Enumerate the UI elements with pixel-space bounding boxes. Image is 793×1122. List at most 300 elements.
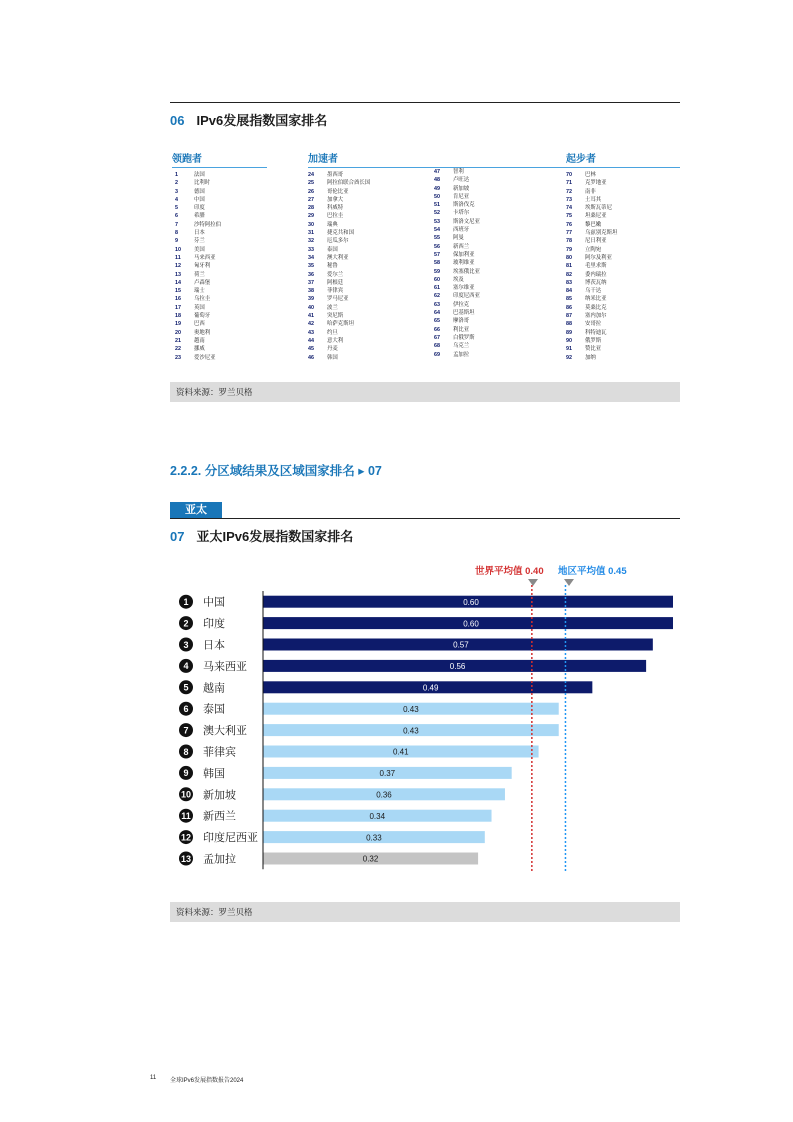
rank-number: 38 xyxy=(308,288,314,295)
rank-number: 33 xyxy=(308,246,314,253)
rank-badge-number: 10 xyxy=(180,789,192,800)
rank-number: 11 xyxy=(175,254,181,261)
rank-row xyxy=(434,326,480,334)
rank-number: 91 xyxy=(566,346,572,353)
rank-country: 伊拉克 xyxy=(453,301,470,308)
rank-column xyxy=(434,150,480,359)
rank-country: 利比亚 xyxy=(453,326,470,333)
rank-badge-number: 1 xyxy=(183,597,189,607)
rank-number: 64 xyxy=(434,310,440,317)
rank-country: 希腊 xyxy=(194,213,205,220)
rank-country: 泰国 xyxy=(327,246,338,253)
rank-number: 25 xyxy=(308,180,314,187)
rank-row xyxy=(566,329,680,337)
rank-row xyxy=(175,271,267,279)
category-label: 印度 xyxy=(203,617,225,631)
rank-country: 智利 xyxy=(453,169,464,175)
rank-country: 阿根廷 xyxy=(327,279,344,286)
rank-number: 42 xyxy=(308,321,314,328)
rank-number: 66 xyxy=(434,326,440,333)
rank-row xyxy=(175,304,267,312)
rank-row xyxy=(566,304,680,312)
rank-country: 新加坡 xyxy=(453,185,470,192)
footer-title: 全球IPv6发展指数报告2024 xyxy=(170,1078,244,1084)
rank-number: 30 xyxy=(308,221,314,228)
rank-country: 葡萄牙 xyxy=(194,313,211,320)
data-label: 0.32 xyxy=(362,854,379,864)
rank-number: 32 xyxy=(308,238,314,245)
rank-country: 罗马尼亚 xyxy=(327,296,349,303)
rank-country: 赞比亚 xyxy=(585,346,602,353)
category-label: 印度尼西亚 xyxy=(203,831,258,845)
rank-row xyxy=(434,276,480,284)
rank-badge-number: 3 xyxy=(183,639,189,650)
rank-number: 77 xyxy=(566,230,572,237)
rank-row xyxy=(175,204,267,212)
rank-row xyxy=(175,337,267,345)
data-label: 0.60 xyxy=(463,619,479,629)
rank-row xyxy=(566,312,680,320)
rank-row xyxy=(434,168,480,176)
rank-row xyxy=(175,320,267,328)
rank-country: 印度尼西亚 xyxy=(453,293,480,300)
category-label: 孟加拉 xyxy=(203,852,236,866)
rank-badge-number: 5 xyxy=(183,682,189,693)
rank-number: 47 xyxy=(434,169,440,175)
rank-country: 约旦 xyxy=(327,329,338,336)
rank-number: 73 xyxy=(566,196,572,203)
rank-country: 土耳其 xyxy=(585,196,602,203)
category-label: 马来西亚 xyxy=(203,659,247,673)
rank-number: 68 xyxy=(434,343,440,350)
apac-ranking-chart xyxy=(170,585,680,875)
rank-row xyxy=(434,251,480,259)
rank-number: 51 xyxy=(434,202,440,209)
rank-row xyxy=(434,284,480,292)
rank-country: 印度 xyxy=(194,205,205,212)
rank-country: 乌干达 xyxy=(585,288,602,295)
rank-country: 埃及 xyxy=(453,276,464,283)
rank-row xyxy=(566,212,680,220)
rank-column xyxy=(172,150,267,362)
rank-country: 玻利维亚 xyxy=(453,260,475,267)
rank-number: 75 xyxy=(566,213,572,220)
rank-row xyxy=(566,254,680,262)
rank-row xyxy=(175,229,267,237)
rank-number: 16 xyxy=(175,296,181,303)
rank-number: 36 xyxy=(308,271,314,278)
region-rule xyxy=(170,518,680,519)
data-label: 0.43 xyxy=(403,726,419,736)
rank-number: 52 xyxy=(434,210,440,217)
rank-number: 74 xyxy=(566,205,572,212)
rank-row xyxy=(566,237,680,245)
source-note-07: 资料来源：罗兰贝格 xyxy=(170,902,680,922)
rank-number: 57 xyxy=(434,251,440,258)
rank-row xyxy=(566,279,680,287)
rank-number: 14 xyxy=(175,279,181,286)
rank-row xyxy=(434,351,480,359)
rank-badge-number: 4 xyxy=(183,661,189,672)
rank-country: 瑞典 xyxy=(327,221,338,228)
rank-country: 法国 xyxy=(194,172,205,178)
section-06-number: 06 xyxy=(170,113,185,128)
subsection-heading: 2.2.2. 分区域结果及区域国家排名 ▸ 07 xyxy=(170,464,382,478)
rank-number: 41 xyxy=(308,313,314,320)
source-note-06: 资料来源：罗兰贝格 xyxy=(170,382,680,402)
rank-badge-number: 2 xyxy=(183,618,189,629)
rank-number: 88 xyxy=(566,321,572,328)
rank-row xyxy=(566,204,680,212)
rank-country: 俄罗斯 xyxy=(585,337,602,344)
rank-badge-number: 6 xyxy=(183,704,189,714)
rank-number: 9 xyxy=(175,238,178,245)
rank-row xyxy=(434,268,480,276)
rank-country: 乌克兰 xyxy=(453,343,470,350)
rank-number: 5 xyxy=(175,205,178,212)
rank-country: 斯洛伐克 xyxy=(453,202,475,209)
rank-row xyxy=(175,246,267,254)
rank-number: 63 xyxy=(434,301,440,308)
rank-number: 58 xyxy=(434,260,440,267)
rank-country: 墨西哥 xyxy=(327,172,344,178)
rank-row xyxy=(566,320,680,328)
rank-number: 20 xyxy=(175,329,181,336)
rank-country: 韩国 xyxy=(327,354,338,361)
rank-country: 保加利亚 xyxy=(453,251,475,258)
rank-country: 莫桑比克 xyxy=(585,304,607,311)
rank-number: 80 xyxy=(566,254,572,261)
rank-number: 84 xyxy=(566,288,572,295)
rank-badge-number: 12 xyxy=(180,832,192,843)
rank-number: 2 xyxy=(175,180,178,187)
rank-number: 79 xyxy=(566,246,572,253)
rank-row xyxy=(434,301,480,309)
rank-country: 博茨瓦纳 xyxy=(585,279,607,286)
rank-row xyxy=(175,329,267,337)
rank-number: 10 xyxy=(175,246,181,253)
rank-number: 56 xyxy=(434,243,440,250)
rank-number: 24 xyxy=(308,172,314,178)
rank-number: 70 xyxy=(566,172,572,178)
rank-country: 日本 xyxy=(194,230,205,237)
rank-column-heading xyxy=(434,150,480,165)
rank-column-heading: 领跑者 xyxy=(172,150,267,168)
rank-country: 卡塔尔 xyxy=(453,210,470,217)
rank-row xyxy=(175,279,267,287)
rank-country: 巴林 xyxy=(585,172,596,178)
rank-country: 秘鲁 xyxy=(327,263,338,270)
rank-row xyxy=(566,179,680,187)
data-label: 0.60 xyxy=(463,597,479,607)
rank-number: 86 xyxy=(566,304,572,311)
rank-row xyxy=(566,229,680,237)
rank-country: 南非 xyxy=(585,188,596,195)
rank-badge-number: 11 xyxy=(181,811,191,821)
rank-row xyxy=(434,234,480,242)
rank-row xyxy=(566,171,680,179)
rank-country: 肯尼亚 xyxy=(453,193,470,200)
category-label: 中国 xyxy=(203,595,225,609)
data-label: 0.56 xyxy=(449,662,466,672)
rank-row xyxy=(175,262,267,270)
rank-country: 澳大利亚 xyxy=(327,254,349,261)
rank-row xyxy=(434,201,480,209)
rank-country: 丹麦 xyxy=(327,346,338,353)
page-number: 11 xyxy=(150,1075,157,1081)
rank-country: 挪威 xyxy=(194,346,205,353)
rank-country: 美国 xyxy=(194,246,205,253)
rank-number: 34 xyxy=(308,254,314,261)
rank-row xyxy=(566,262,680,270)
category-label: 泰国 xyxy=(203,702,225,716)
rank-country: 乌拉圭 xyxy=(194,296,211,303)
rank-country: 西班牙 xyxy=(453,227,470,234)
category-label: 澳大利亚 xyxy=(203,724,247,738)
category-label: 新西兰 xyxy=(203,809,236,823)
section-07-title xyxy=(170,526,353,545)
rank-number: 55 xyxy=(434,235,440,242)
rank-country: 荷兰 xyxy=(194,271,205,278)
rank-number: 7 xyxy=(175,221,178,228)
section-07-heading: 亚太IPv6发展指数国家排名 xyxy=(196,529,354,544)
rank-country: 突尼斯 xyxy=(327,313,344,320)
rank-country: 纳米比亚 xyxy=(585,296,607,303)
rank-row xyxy=(175,287,267,295)
rank-number: 65 xyxy=(434,318,440,325)
rank-row xyxy=(175,221,267,229)
rank-badge-number: 9 xyxy=(183,768,189,779)
rank-number: 87 xyxy=(566,313,572,320)
category-label: 菲律宾 xyxy=(203,745,236,759)
rank-row xyxy=(175,295,267,303)
rank-country: 中国 xyxy=(194,196,205,203)
rank-row xyxy=(434,209,480,217)
rank-country: 安哥拉 xyxy=(585,321,602,328)
rank-country: 巴拉圭 xyxy=(327,213,344,220)
category-label: 新加坡 xyxy=(203,788,236,802)
rank-row xyxy=(175,171,267,179)
rank-number: 59 xyxy=(434,268,440,275)
rank-number: 43 xyxy=(308,329,314,336)
rank-country: 菲律宾 xyxy=(327,288,344,295)
rank-number: 49 xyxy=(434,185,440,192)
rank-row xyxy=(434,243,480,251)
rank-country: 委内瑞拉 xyxy=(585,271,607,278)
rank-row xyxy=(566,287,680,295)
rank-country: 立陶宛 xyxy=(585,246,602,253)
data-label: 0.49 xyxy=(422,683,439,693)
rank-row xyxy=(566,295,680,303)
rank-row xyxy=(566,221,680,229)
rank-column xyxy=(566,150,680,362)
rank-number: 22 xyxy=(175,346,181,353)
category-label: 日本 xyxy=(203,638,225,652)
rank-country: 厄瓜多尔 xyxy=(327,238,349,245)
world-average-label: 世界平均值 0.40 xyxy=(475,566,544,577)
rank-country: 意大利 xyxy=(327,337,344,344)
rank-country: 斯洛文尼亚 xyxy=(453,218,480,225)
rank-number: 82 xyxy=(566,271,572,278)
rank-row xyxy=(566,271,680,279)
rank-number: 39 xyxy=(308,296,314,303)
rank-number: 89 xyxy=(566,329,572,336)
rank-number: 29 xyxy=(308,213,314,220)
rank-country: 新西兰 xyxy=(453,243,470,250)
rank-row xyxy=(175,196,267,204)
rank-country: 埃塞俄比亚 xyxy=(453,268,480,275)
rank-number: 81 xyxy=(566,263,572,270)
rank-row xyxy=(566,196,680,204)
top-rule xyxy=(170,102,680,103)
rank-row xyxy=(175,312,267,320)
rank-row xyxy=(175,212,267,220)
rank-row xyxy=(434,218,480,226)
rank-country: 塞尔维亚 xyxy=(453,285,475,292)
rank-row xyxy=(434,317,480,325)
rank-number: 67 xyxy=(434,334,440,341)
rank-number: 19 xyxy=(175,321,181,328)
rank-country: 瑞士 xyxy=(194,288,205,295)
rank-column-heading: 加速者 xyxy=(308,150,566,168)
rank-row xyxy=(566,337,680,345)
rank-number: 44 xyxy=(308,337,314,344)
rank-country: 芬兰 xyxy=(194,238,205,245)
rank-country: 加纳 xyxy=(585,354,596,361)
rank-number: 46 xyxy=(308,354,314,361)
category-label: 越南 xyxy=(203,681,225,695)
rank-number: 48 xyxy=(434,177,440,184)
rank-number: 62 xyxy=(434,293,440,300)
rank-number: 45 xyxy=(308,346,314,353)
rank-badge-number: 13 xyxy=(180,853,192,864)
rank-country: 阿拉伯联合酋长国 xyxy=(327,180,371,187)
rank-row xyxy=(175,188,267,196)
data-label: 0.34 xyxy=(369,811,386,821)
rank-country: 卢旺达 xyxy=(453,177,470,184)
rank-country: 哈萨克斯坦 xyxy=(327,321,354,328)
region-average-label: 地区平均值 0.45 xyxy=(558,566,627,577)
data-label: 0.43 xyxy=(403,704,419,714)
rank-country: 科威特 xyxy=(327,205,344,212)
rank-country: 孟加拉 xyxy=(453,351,470,358)
rank-badge-number: 7 xyxy=(183,725,189,736)
rank-row xyxy=(175,345,267,353)
rank-number: 92 xyxy=(566,354,572,361)
rank-number: 54 xyxy=(434,227,440,234)
rank-country: 尼日利亚 xyxy=(585,238,607,245)
rank-country: 卢森堡 xyxy=(194,279,211,286)
rank-country: 巴基斯坦 xyxy=(453,310,475,317)
rank-row xyxy=(434,309,480,317)
data-label: 0.37 xyxy=(379,769,396,779)
rank-number: 21 xyxy=(175,337,181,344)
rank-number: 76 xyxy=(566,221,572,228)
rank-row xyxy=(566,354,680,362)
rank-number: 18 xyxy=(175,313,181,320)
rank-number: 53 xyxy=(434,218,440,225)
data-label: 0.36 xyxy=(376,790,392,800)
rank-number: 35 xyxy=(308,263,314,270)
rank-number: 69 xyxy=(434,351,440,358)
rank-country: 匈牙利 xyxy=(194,263,211,270)
rank-number: 6 xyxy=(175,213,178,220)
rank-country: 英国 xyxy=(194,304,205,311)
rank-country: 乌兹别克斯坦 xyxy=(585,230,618,237)
rank-country: 黎巴嫩 xyxy=(585,221,602,228)
rank-number: 26 xyxy=(308,188,314,195)
rank-row xyxy=(175,237,267,245)
rank-country: 毛里求斯 xyxy=(585,263,607,270)
rank-number: 83 xyxy=(566,279,572,286)
rank-number: 85 xyxy=(566,296,572,303)
rank-number: 31 xyxy=(308,230,314,237)
rank-number: 12 xyxy=(175,263,181,270)
rank-number: 17 xyxy=(175,304,181,311)
rank-row xyxy=(434,193,480,201)
rank-row xyxy=(434,259,480,267)
rank-row xyxy=(434,185,480,193)
rank-row xyxy=(566,345,680,353)
rank-number: 90 xyxy=(566,337,572,344)
rank-number: 28 xyxy=(308,205,314,212)
rank-row xyxy=(566,188,680,196)
rank-row xyxy=(434,334,480,342)
rank-country: 爱沙尼亚 xyxy=(194,354,216,361)
rank-country: 阿尔及利亚 xyxy=(585,254,612,261)
rank-country: 加拿大 xyxy=(327,196,344,203)
rank-number: 23 xyxy=(175,354,181,361)
rank-country: 沙特阿拉伯 xyxy=(194,221,221,228)
rank-country: 哥伦比亚 xyxy=(327,188,349,195)
rank-country: 捷克共和国 xyxy=(327,230,354,237)
section-06-heading: IPv6发展指数国家排名 xyxy=(196,113,328,128)
rank-row xyxy=(434,342,480,350)
rank-number: 61 xyxy=(434,285,440,292)
rank-country: 巴西 xyxy=(194,321,205,328)
rank-number: 8 xyxy=(175,230,178,237)
rank-country: 摩洛哥 xyxy=(453,318,470,325)
rank-number: 13 xyxy=(175,271,181,278)
rank-row xyxy=(175,354,267,362)
rank-number: 3 xyxy=(175,188,178,195)
rank-country: 白俄罗斯 xyxy=(453,334,475,341)
rank-number: 78 xyxy=(566,238,572,245)
rank-number: 50 xyxy=(434,193,440,200)
rank-row xyxy=(175,254,267,262)
rank-country: 马来西亚 xyxy=(194,254,216,261)
rank-number: 37 xyxy=(308,279,314,286)
region-tag: 亚太 xyxy=(170,502,222,518)
section-07-number: 07 xyxy=(170,529,185,544)
data-label: 0.41 xyxy=(392,747,409,757)
rank-number: 4 xyxy=(175,196,178,203)
rank-column-heading: 起步者 xyxy=(566,150,680,168)
rank-country: 埃斯瓦蒂尼 xyxy=(585,205,612,212)
rank-number: 60 xyxy=(434,276,440,283)
rank-row xyxy=(434,176,480,184)
rank-country: 爱尔兰 xyxy=(327,271,344,278)
rank-country: 科特迪瓦 xyxy=(585,329,607,336)
rank-country: 克罗地亚 xyxy=(585,180,607,187)
rank-number: 27 xyxy=(308,196,314,203)
rank-country: 比利时 xyxy=(194,180,211,187)
rank-badge-number: 8 xyxy=(183,746,189,757)
rank-row xyxy=(566,246,680,254)
section-06-title xyxy=(170,110,327,129)
rank-row xyxy=(434,292,480,300)
rank-row xyxy=(175,179,267,187)
